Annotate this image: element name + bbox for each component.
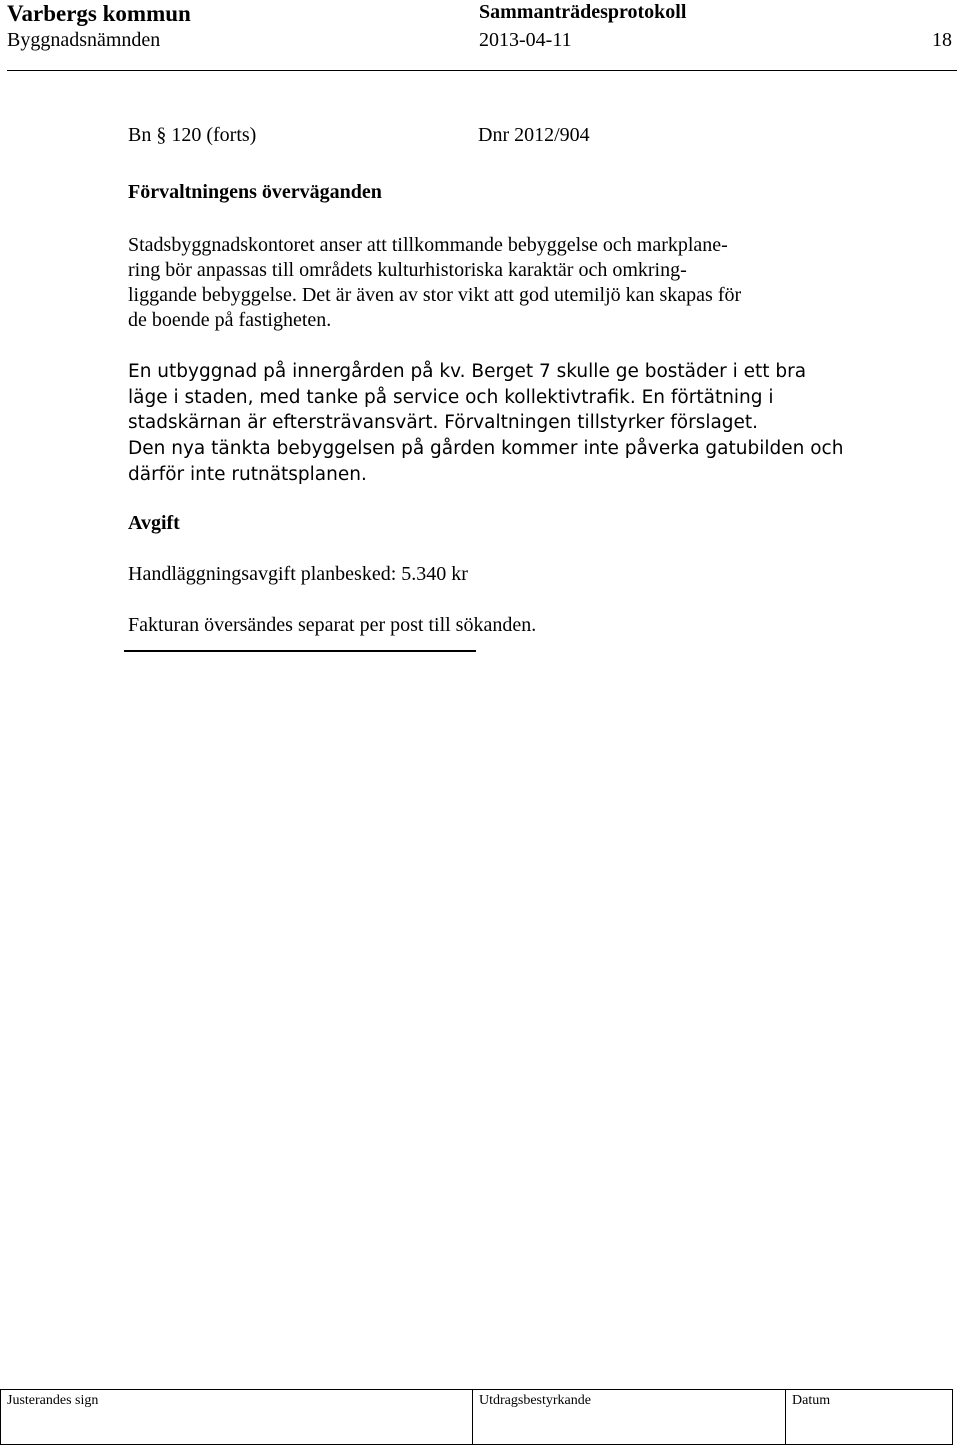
- text-line: liggande bebyggelse. Det är även av stor vikt att god utemiljö kan skapas för: [128, 284, 742, 306]
- invoice-note: Fakturan översändes separat per post till sökanden.: [128, 614, 537, 636]
- signature-footer: [0, 1389, 953, 1445]
- assessment-paragraph-1: [128, 233, 741, 333]
- text-line: läge i staden, med tanke på service och kollektivtrafik. En förtätning i: [128, 386, 774, 408]
- text-line: Den nya tänkta bebyggelsen på gården kommer inte påverka gatubilden och: [128, 438, 844, 459]
- diary-number: Dnr 2012/904: [478, 124, 590, 146]
- assessment-paragraph-2: [128, 359, 806, 436]
- text-line: därför inte rutnätsplanen.: [128, 463, 367, 485]
- text-line: de boende på fastigheten.: [128, 309, 332, 331]
- committee-name: Byggnadsnämnden: [7, 29, 161, 51]
- fee-amount: Handläggningsavgift planbesked: 5.340 kr: [128, 563, 468, 585]
- text-line: Stadsbyggnadskontoret anser att tillkommande bebyggelse och markplane-: [128, 234, 728, 256]
- certification-label: Utdragsbestyrkande: [479, 1393, 591, 1408]
- page-number: 18: [932, 29, 952, 51]
- text-line: stadskärnan är eftersträvansvärt. Förvaltningen tillstyrker förslaget.: [128, 412, 759, 433]
- adjuster-sign-label: Justerandes sign: [7, 1393, 99, 1408]
- organization-name: Varbergs kommun: [7, 1, 191, 26]
- meeting-date: 2013-04-11: [479, 29, 572, 51]
- certification-cell: [473, 1390, 786, 1444]
- date-cell: [786, 1390, 952, 1444]
- adjuster-sign-cell: [1, 1390, 473, 1444]
- header-divider: [7, 70, 957, 71]
- section-end-rule: [124, 650, 476, 652]
- document-type: Sammanträdesprotokoll: [479, 1, 687, 23]
- paragraph-reference: Bn § 120 (forts): [128, 124, 257, 146]
- assessment-heading: Förvaltningens överväganden: [128, 181, 382, 203]
- date-label: Datum: [792, 1393, 831, 1408]
- fee-heading: Avgift: [128, 512, 180, 534]
- assessment-paragraph-3: [128, 436, 843, 487]
- text-line: En utbyggnad på innergården på kv. Berget 7 skulle ge bostäder i ett bra: [128, 361, 807, 382]
- text-line: ring bör anpassas till områdets kulturhistoriska karaktär och omkring-: [128, 259, 687, 281]
